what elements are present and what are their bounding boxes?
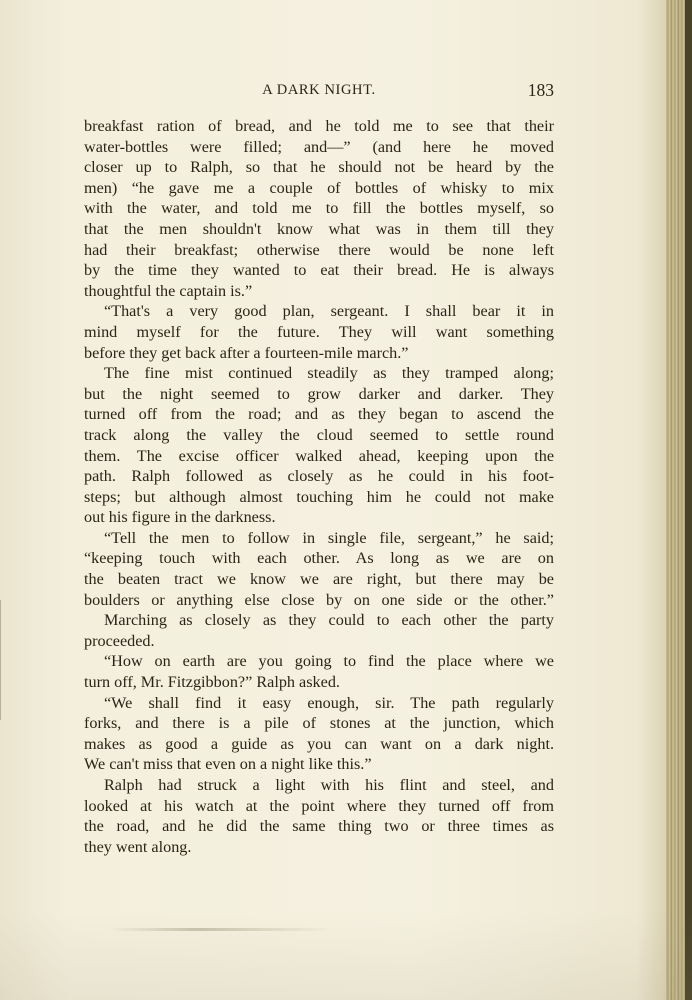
binding-edge <box>685 0 692 1000</box>
text-line: the road, and he did the same thing two or three times as <box>84 817 554 836</box>
text-line: “keeping touch with each other. As long as we are on <box>84 549 554 568</box>
running-title: A DARK NIGHT. <box>262 82 376 98</box>
page-number: 183 <box>527 80 554 100</box>
text-line: boulders or anything else close by on one side or the other.” <box>84 590 554 609</box>
text-line: proceeded. <box>84 631 155 650</box>
text-line: “Tell the men to follow in single file, sergeant,” he said; <box>104 528 554 547</box>
text-line: Ralph had struck a light with his flint and steel, and <box>104 776 554 794</box>
text-line: looked at his watch at the point where they turned off from <box>84 796 554 815</box>
text-line: We can't miss that even on a night like this.” <box>84 755 372 774</box>
text-line: they went along. <box>84 837 192 856</box>
text-line: The fine mist continued steadily as they tramped along; <box>104 364 554 383</box>
text-line: Marching as closely as they could to each other the party <box>104 611 554 630</box>
text-line: had their breakfast; otherwise there would be none left <box>84 240 554 259</box>
text-line: path. Ralph followed as closely as he could in his foot- <box>84 467 554 486</box>
text-line: thoughtful the captain is.” <box>84 281 253 300</box>
text-line: turned off from the road; and as they began to ascend the <box>84 405 554 424</box>
margin-marks <box>0 600 4 720</box>
text-line: “How on earth are you going to find the place where we <box>104 652 554 671</box>
text-line: before they get back after a fourteen-mile march.” <box>84 343 409 362</box>
text-line: makes as good a guide as you can want on a dark night. <box>84 734 554 753</box>
text-line: that the men shouldn't know what was in them till they <box>84 219 554 238</box>
text-line: out his figure in the darkness. <box>84 508 276 527</box>
text-line: the beaten tract we know we are right, but there may be <box>84 570 554 589</box>
page-shadow <box>0 910 692 1000</box>
text-line: water-bottles were filled; and—” (and here he moved <box>84 137 554 156</box>
text-line: forks, and there is a pile of stones at the junction, which <box>84 714 554 733</box>
text-line: closer up to Ralph, so that he should not be heard by the <box>84 158 554 177</box>
text-line: track along the valley the cloud seemed to settle round <box>84 425 554 444</box>
text-line: men) “he gave me a couple of bottles of whisky to mix <box>84 178 554 197</box>
text-line: them. The excise officer walked ahead, keeping upon the <box>84 446 554 465</box>
scan-artifact <box>108 928 332 931</box>
text-line: mind myself for the future. They will want something <box>84 322 554 341</box>
text-line: “We shall find it easy enough, sir. The path regularly <box>104 693 554 712</box>
text-line: steps; but although almost touching him he could not make <box>84 487 554 506</box>
text-line: by the time they wanted to eat their bread. He is always <box>84 261 554 280</box>
text-line: with the water, and told me to fill the bottles myself, so <box>84 199 554 218</box>
body-text <box>84 116 554 857</box>
text-line: “That's a very good plan, sergeant. I shall bear it in <box>104 302 554 321</box>
page-header <box>84 80 554 102</box>
text-line: breakfast ration of bread, and he told me to see that their <box>84 117 554 135</box>
text-line: but the night seemed to grow darker and darker. They <box>84 384 554 403</box>
text-line: turn off, Mr. Fitzgibbon?” Ralph asked. <box>84 673 340 692</box>
